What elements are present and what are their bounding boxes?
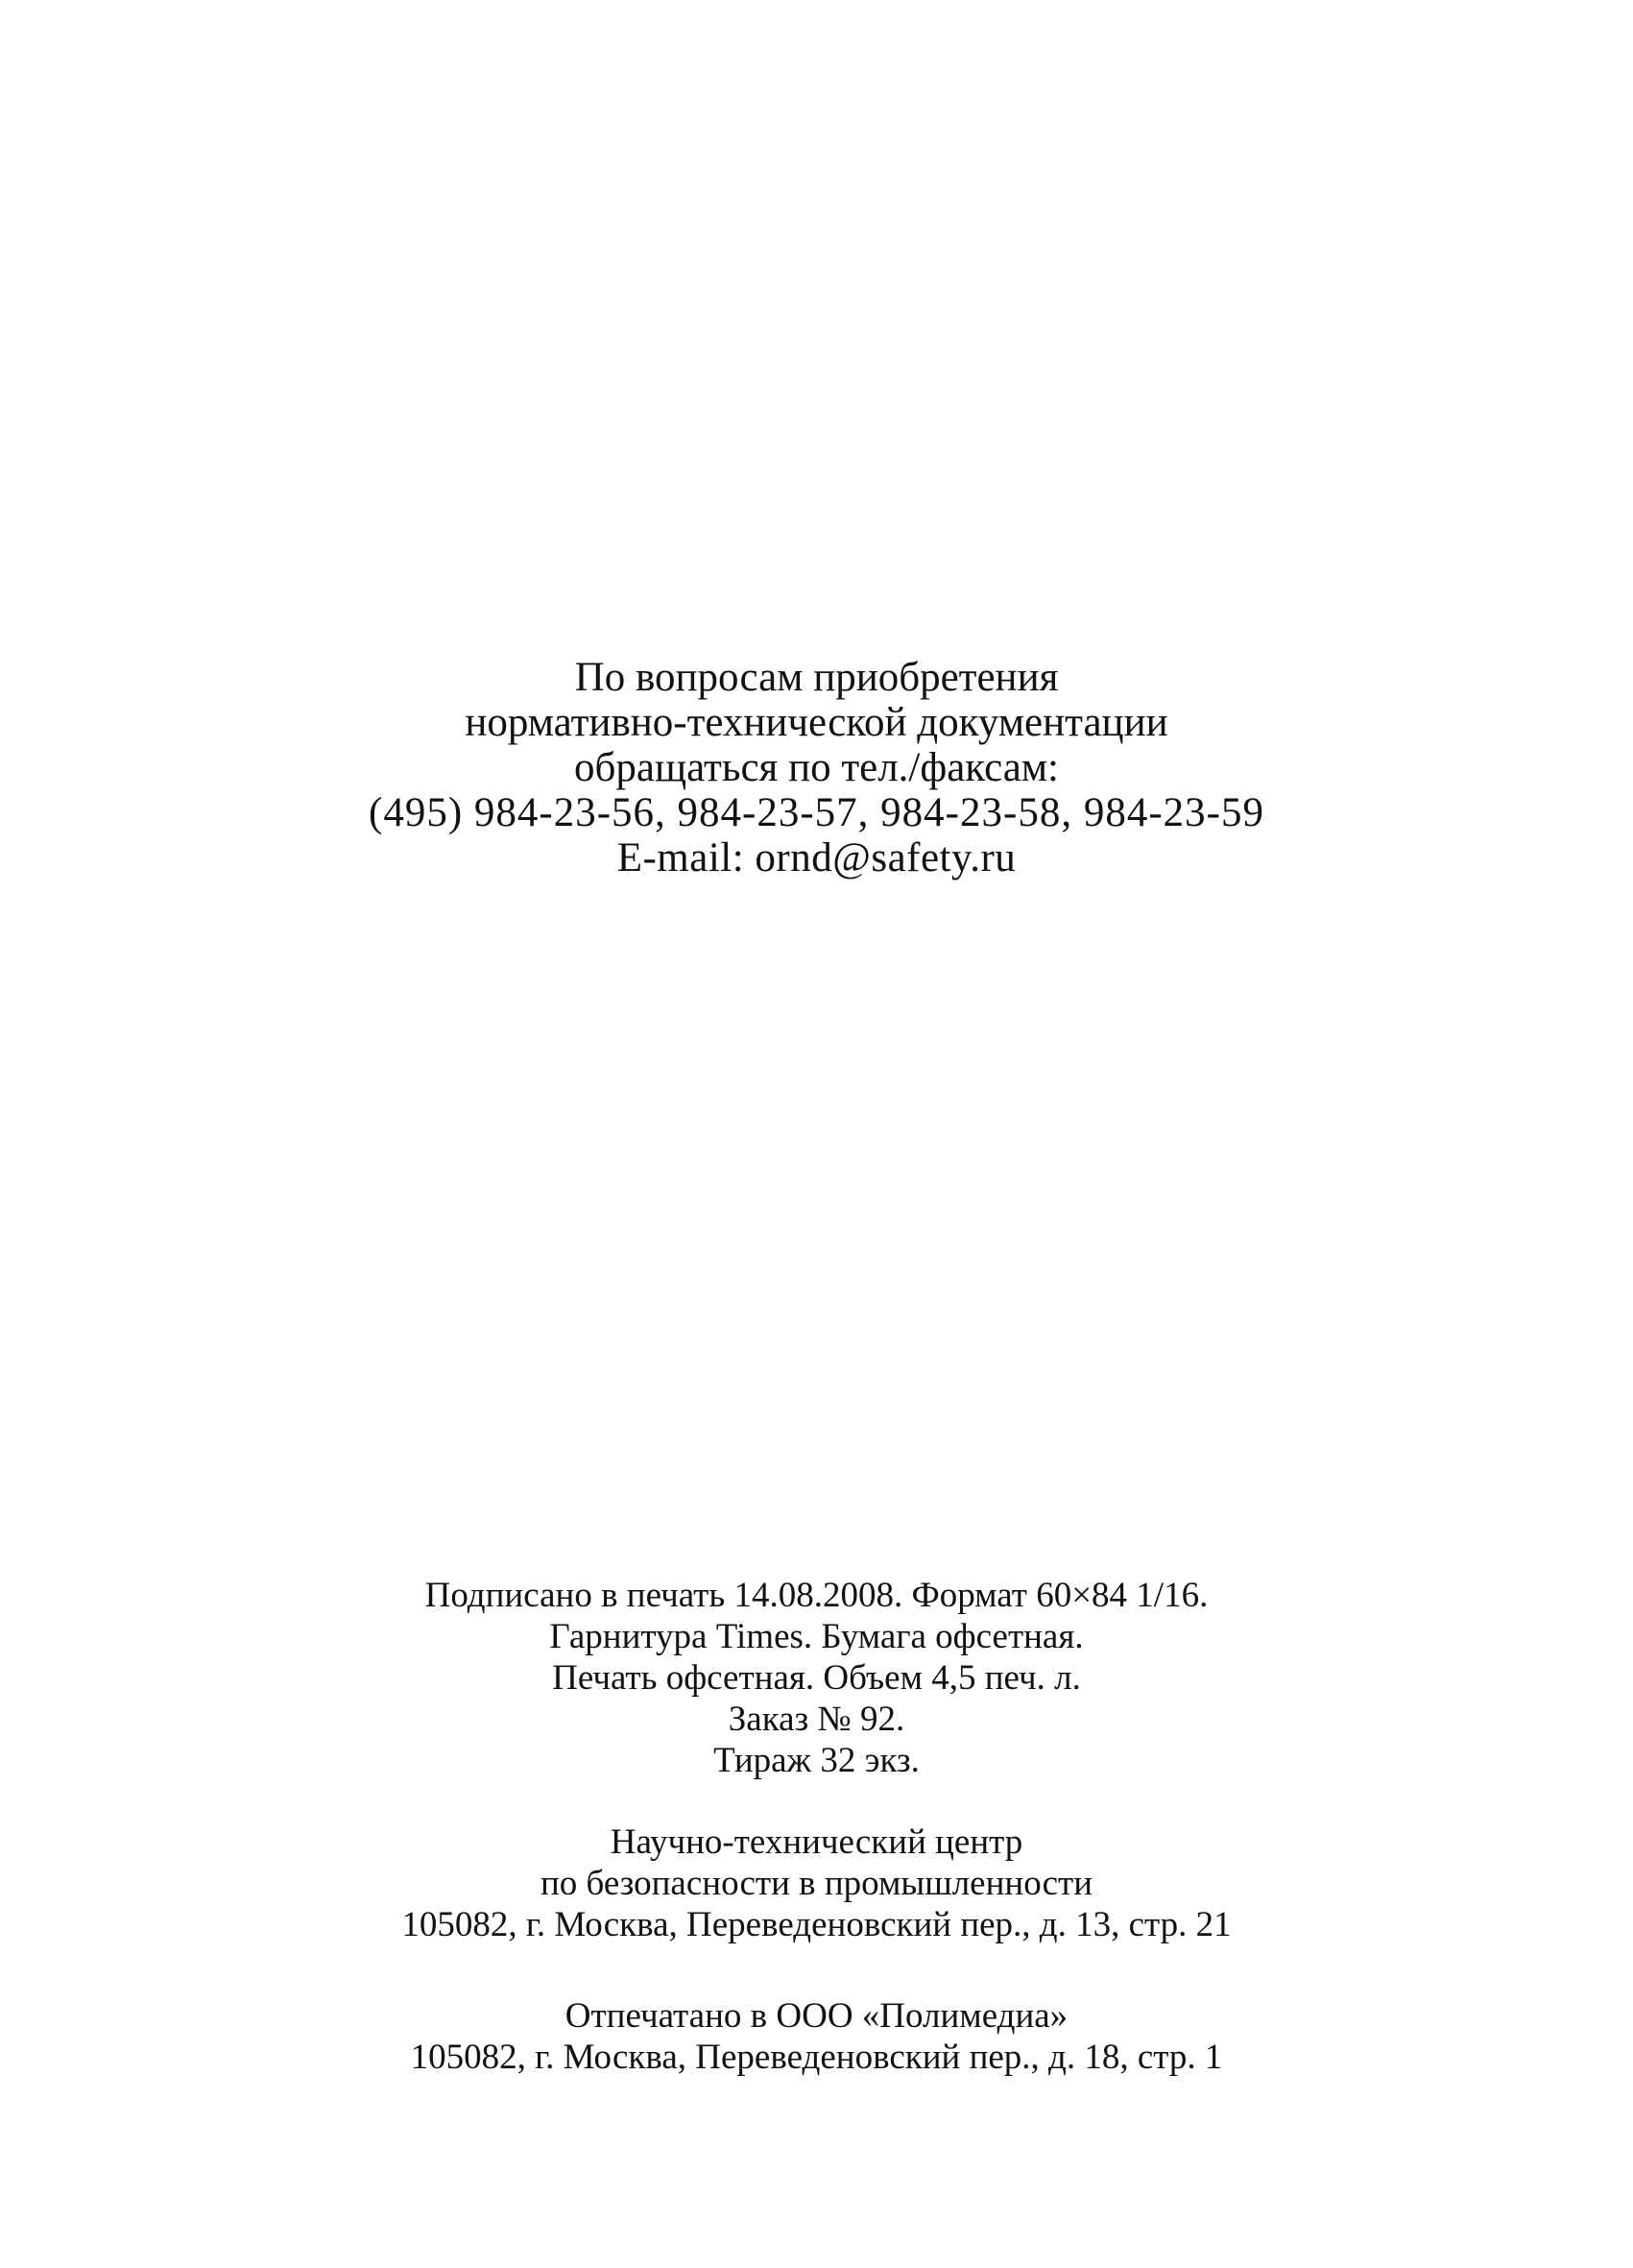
contact-email: E-mail: ornd@safety.ru (616, 835, 1017, 881)
contact-line-1: По вопросам приобретения (574, 655, 1059, 700)
printer-block (0, 1995, 1633, 2078)
contact-line-2: нормативно-технической документации (465, 700, 1168, 745)
imprint-block (0, 1575, 1633, 1781)
imprint-circulation: Тираж 32 экз. (713, 1741, 920, 1780)
printer-address: 105082, г. Москва, Переведеновский пер., д. 18, стр. 1 (410, 2038, 1223, 2077)
publisher-address: 105082, г. Москва, Переведеновский пер., д. 13, стр. 21 (401, 1905, 1232, 1944)
publisher-name-1: Научно-технический центр (610, 1822, 1023, 1862)
printer-name: Отпечатано в ООО «Полимедиа» (564, 1996, 1069, 2036)
publisher-name-2: по безопасности в промышленности (540, 1864, 1093, 1903)
imprint-printing: Печать офсетная. Объем 4,5 печ. л. (552, 1658, 1081, 1698)
imprint-typeface: Гарнитура Times. Бумага офсетная. (549, 1617, 1084, 1656)
imprint-order: Заказ № 92. (728, 1700, 905, 1739)
publisher-block (0, 1822, 1633, 1945)
imprint-signed: Подписано в печать 14.08.2008. Формат 60×84 1/16. (424, 1576, 1209, 1615)
contact-block (0, 655, 1633, 881)
contact-line-3: обращаться по тел./факсам: (574, 745, 1059, 790)
contact-phones: (495) 984-23-56, 984-23-57, 984-23-58, 984-23-59 (369, 790, 1264, 835)
